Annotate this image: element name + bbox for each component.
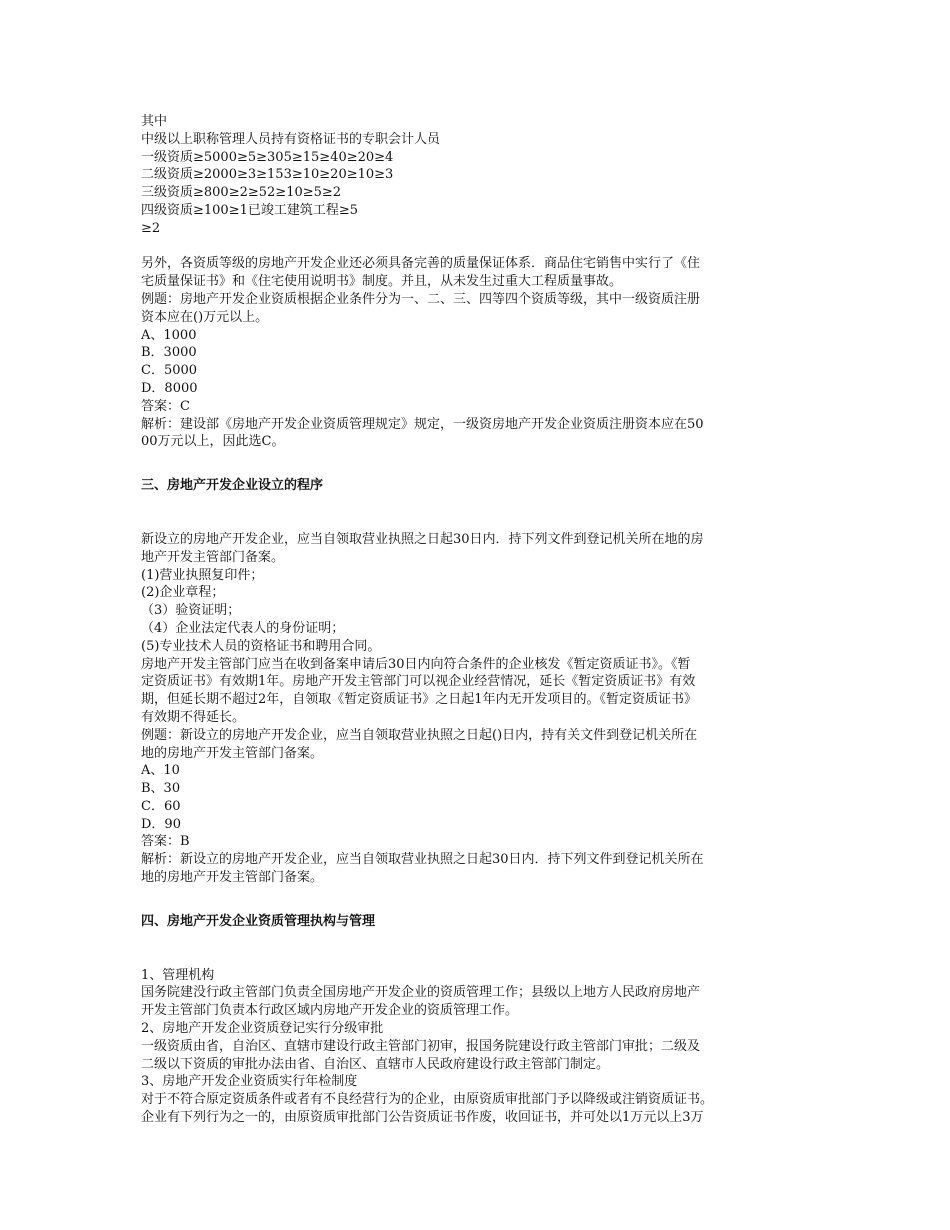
- question-line: 例题：新设立的房地产开发企业，应当自领取营业执照之日起()日内，持有关文件到登记机关所在: [141, 727, 698, 743]
- section-heading-4: 四、房地产开发企业资质管理执构与管理: [141, 913, 376, 929]
- paragraph-line: 有效期不得延长。: [141, 709, 246, 725]
- option-b: B．3000: [141, 345, 197, 361]
- question-line: 资本应在()万元以上。: [141, 309, 269, 325]
- text-line: 一级资质≥5000≥5≥305≥15≥40≥20≥4: [141, 149, 394, 165]
- spacer: [141, 887, 821, 905]
- paragraph-line: 房地产开发主管部门应当在收到备案申请后30日内向符合条件的企业核发《暂定资质证书》。《暂: [141, 656, 691, 672]
- paragraph-line: 新设立的房地产开发企业，应当自领取营业执照之日起30日内．持下列文件到登记机关所在地的房: [141, 531, 704, 547]
- option-b: B、30: [141, 781, 181, 797]
- option-d: D．8000: [141, 380, 198, 396]
- text-line: 其中: [141, 114, 168, 129]
- list-item: （4）企业法定代表人的身份证明；: [141, 620, 345, 636]
- list-item: (1)营业执照复印件；: [141, 567, 264, 583]
- paragraph-line: 一级资质由省，自治区、直辖市建设行政主管部门初审，报国务院建设行政主管部门审批；二级及: [141, 1038, 701, 1054]
- text-line: 中级以上职称管理人员持有资格证书的专职会计人员: [141, 131, 441, 147]
- text-line: ≥2: [141, 220, 161, 236]
- spacer: [141, 931, 821, 967]
- explanation-line: 解析：新设立的房地产开发企业，应当自领取营业执照之日起30日内．持下列文件到登记机关所在: [141, 852, 704, 868]
- text-line: 四级资质≥100≥1已竣工建筑工程≥5: [141, 202, 359, 218]
- question-line: 例题：房地产开发企业资质根据企业条件分为一、二、三、四等四个资质等级，其中一级资质注册: [141, 291, 701, 307]
- subheading-line: 3、房地产开发企业资质实行年检制度: [141, 1074, 358, 1090]
- text-line: 三级资质≥800≥2≥52≥10≥5≥2: [141, 185, 342, 201]
- option-a: A、1000: [141, 327, 197, 343]
- explanation-line: 解析：建设部《房地产开发企业资质管理规定》规定，一级资房地产开发企业资质注册资本应在50: [141, 416, 704, 432]
- subheading-line: 1、管理机构: [141, 967, 215, 983]
- list-item: (2)企业章程；: [141, 585, 225, 601]
- option-c: C．60: [141, 798, 181, 814]
- option-c: C．5000: [141, 363, 198, 379]
- paragraph-line: 另外，各资质等级的房地产开发企业还必须具备完善的质量保证体系．商品住宅销售中实行了《住: [141, 256, 701, 272]
- answer-line: 答案：C: [141, 398, 190, 414]
- question-line: 地的房地产开发主管部门备案。: [141, 745, 324, 761]
- text-line: 二级资质≥2000≥3≥153≥10≥20≥10≥3: [141, 167, 394, 183]
- section-heading-3: 三、房地产开发企业设立的程序: [141, 477, 324, 493]
- spacer: [141, 238, 821, 256]
- option-a: A、10: [141, 763, 180, 779]
- list-item: （3）验资证明；: [141, 603, 241, 619]
- explanation-line: 地的房地产开发主管部门备案。: [141, 870, 324, 886]
- subheading-line: 2、房地产开发企业资质登记实行分级审批: [141, 1021, 384, 1037]
- paragraph-line: 对于不符合原定资质条件或者有不良经营行为的企业，由原资质审批部门予以降级或注销资质证书。: [141, 1092, 714, 1108]
- paragraph-line: 宅质量保证书》和《住宅使用说明书》制度。并且，从未发生过重大工程质量事故。: [141, 274, 623, 290]
- document-page: [141, 113, 821, 1127]
- explanation-line: 00万元以上，因此选C。: [141, 434, 285, 450]
- quality-example-block: [141, 255, 821, 451]
- setup-procedure-block: [141, 531, 821, 887]
- option-d: D．90: [141, 816, 181, 832]
- paragraph-line: 定资质证书》有效期1年。房地产开发主管部门可以视企业经营情况，延长《暂定资质证书》有效: [141, 674, 696, 690]
- paragraph-line: 期，但延长期不超过2年，自领取《暂定资质证书》之日起1年内无开发项目的。《暂定资质证书》: [141, 692, 698, 708]
- list-item: (5)专业技术人员的资格证书和聘用合同。: [141, 638, 381, 654]
- paragraph-line: 二级以下资质的审批办法由省、自治区、直辖市人民政府建设行政主管部门制定。: [141, 1056, 610, 1072]
- management-block: [141, 967, 821, 1127]
- paragraph-line: 地产开发主管部门备案。: [141, 549, 285, 565]
- answer-line: 答案：B: [141, 834, 190, 850]
- spacer: [141, 451, 821, 469]
- paragraph-line: 企业有下列行为之一的，由原资质审批部门公告资质证书作废，收回证书，并可处以1万元以上3万: [141, 1110, 704, 1126]
- spacer: [141, 495, 821, 531]
- qualification-table-block: [141, 113, 821, 238]
- paragraph-line: 开发主管部门负责本行政区域内房地产开发企业的资质管理工作。: [141, 1003, 519, 1019]
- paragraph-line: 国务院建没行政主管部门负责全国房地产开发企业的资质管理工作；县级以上地方人民政府房地产: [141, 985, 701, 1001]
